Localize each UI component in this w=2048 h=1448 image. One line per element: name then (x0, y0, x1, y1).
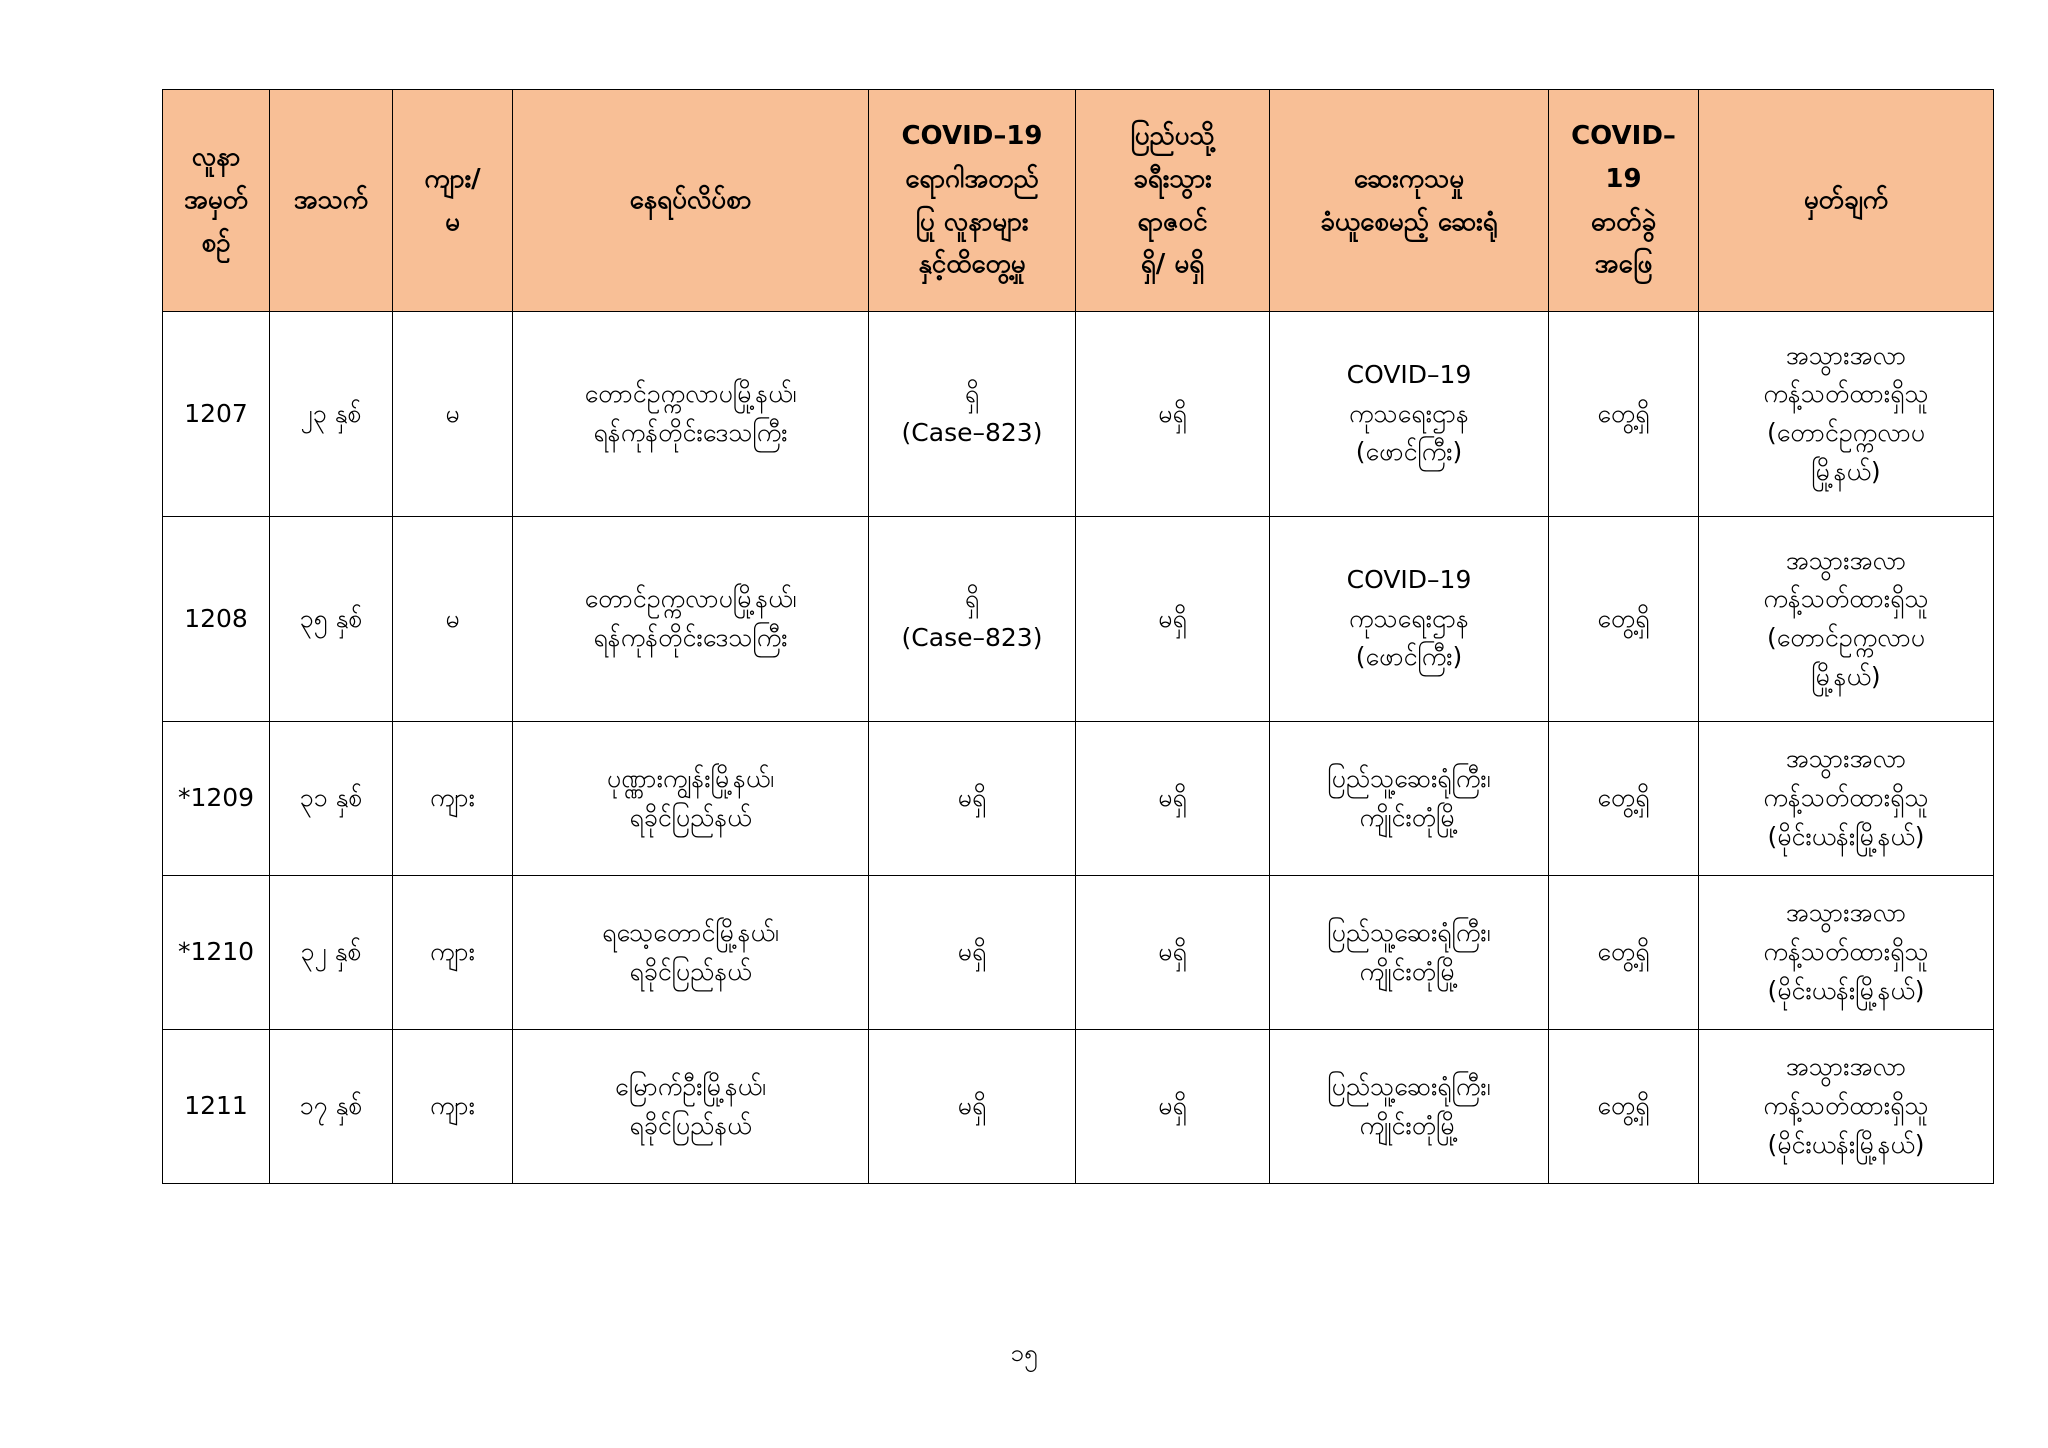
cell-address: ရသေ့တောင်မြို့နယ်၊ ရခိုင်ပြည်နယ် (513, 876, 869, 1030)
table-row (163, 517, 1994, 722)
cell-sex: မ (393, 312, 513, 517)
cell-hospital: COVID–19 ကုသရေးဌာန (ဖောင်ကြီး) (1270, 312, 1549, 517)
cell-lab-result: တွေ့ရှိ (1549, 876, 1699, 1030)
cell-travel-history: မရှိ (1076, 876, 1270, 1030)
cell-contact: မရှိ (869, 876, 1076, 1030)
cell-age: ၂၃ နှစ် (270, 312, 393, 517)
cell-sex: ကျား (393, 722, 513, 876)
header-sex: ကျား/ မ (393, 90, 513, 312)
cell-age: ၃၅ နှစ် (270, 517, 393, 722)
table-body (163, 312, 1994, 1184)
cell-contact: ရှိ (Case–823) (869, 312, 1076, 517)
header-age: အသက် (270, 90, 393, 312)
cell-contact: မရှိ (869, 1030, 1076, 1184)
cell-patient-no: 1207 (163, 312, 270, 517)
cell-patient-no: 1211 (163, 1030, 270, 1184)
cell-patient-no: *1209 (163, 722, 270, 876)
cell-lab-result: တွေ့ရှိ (1549, 312, 1699, 517)
header-row (163, 90, 1994, 312)
cell-remark: အသွားအလာ ကန့်သတ်ထားရှိသူ (မိုင်းယန်းမြို့နယ်) (1699, 1030, 1994, 1184)
cell-contact: ရှိ (Case–823) (869, 517, 1076, 722)
cell-address: ပုဏ္ဏားကျွန်းမြို့နယ်၊ ရခိုင်ပြည်နယ် (513, 722, 869, 876)
cell-remark: အသွားအလာ ကန့်သတ်ထားရှိသူ (တောင်ဥက္ကလာပ မြို့နယ်) (1699, 517, 1994, 722)
cell-hospital: ပြည်သူ့ဆေးရုံကြီး၊ ကျိုင်းတုံမြို့ (1270, 1030, 1549, 1184)
cell-travel-history: မရှိ (1076, 312, 1270, 517)
cell-sex: ကျား (393, 876, 513, 1030)
cell-age: ၁၇ နှစ် (270, 1030, 393, 1184)
cell-age: ၃၂ နှစ် (270, 876, 393, 1030)
cell-hospital: COVID–19 ကုသရေးဌာန (ဖောင်ကြီး) (1270, 517, 1549, 722)
cell-hospital: ပြည်သူ့ဆေးရုံကြီး၊ ကျိုင်းတုံမြို့ (1270, 876, 1549, 1030)
cell-patient-no: 1208 (163, 517, 270, 722)
header-contact: COVID–19 ရောဂါအတည် ပြု လူနာများ နှင့်ထိတွေ့မှု (869, 90, 1076, 312)
cell-lab-result: တွေ့ရှိ (1549, 1030, 1699, 1184)
header-patient-no: လူနာ အမှတ် စဉ် (163, 90, 270, 312)
cell-sex: မ (393, 517, 513, 722)
header-address: နေရပ်လိပ်စာ (513, 90, 869, 312)
cell-contact: မရှိ (869, 722, 1076, 876)
cell-remark: အသွားအလာ ကန့်သတ်ထားရှိသူ (မိုင်းယန်းမြို့နယ်) (1699, 876, 1994, 1030)
cell-patient-no: *1210 (163, 876, 270, 1030)
cell-hospital: ပြည်သူ့ဆေးရုံကြီး၊ ကျိုင်းတုံမြို့ (1270, 722, 1549, 876)
cell-travel-history: မရှိ (1076, 722, 1270, 876)
cell-age: ၃၁ နှစ် (270, 722, 393, 876)
covid-case-table (162, 89, 1994, 1184)
table-row (163, 876, 1994, 1030)
cell-remark: အသွားအလာ ကန့်သတ်ထားရှိသူ (မိုင်းယန်းမြို့နယ်) (1699, 722, 1994, 876)
header-lab-result: COVID– 19 ဓာတ်ခွဲ အဖြေ (1549, 90, 1699, 312)
table-row (163, 1030, 1994, 1184)
cell-sex: ကျား (393, 1030, 513, 1184)
table-row (163, 722, 1994, 876)
cell-address: တောင်ဥက္ကလာပမြို့နယ်၊ ရန်ကုန်တိုင်းဒေသကြီး (513, 517, 869, 722)
cell-lab-result: တွေ့ရှိ (1549, 722, 1699, 876)
cell-address: တောင်ဥက္ကလာပမြို့နယ်၊ ရန်ကုန်တိုင်းဒေသကြီး (513, 312, 869, 517)
cell-address: မြောက်ဦးမြို့နယ်၊ ရခိုင်ပြည်နယ် (513, 1030, 869, 1184)
header-remark: မှတ်ချက် (1699, 90, 1994, 312)
cell-travel-history: မရှိ (1076, 517, 1270, 722)
cell-lab-result: တွေ့ရှိ (1549, 517, 1699, 722)
page-number: ၁၅ (1010, 1339, 1038, 1367)
table-row (163, 312, 1994, 517)
header-travel-history: ပြည်ပသို့ ခရီးသွား ရာဇဝင် ရှိ/ မရှိ (1076, 90, 1270, 312)
cell-travel-history: မရှိ (1076, 1030, 1270, 1184)
header-hospital: ဆေးကုသမှု ခံယူစေမည့် ဆေးရုံ (1270, 90, 1549, 312)
cell-remark: အသွားအလာ ကန့်သတ်ထားရှိသူ (တောင်ဥက္ကလာပ မြို့နယ်) (1699, 312, 1994, 517)
table-header (163, 90, 1994, 312)
